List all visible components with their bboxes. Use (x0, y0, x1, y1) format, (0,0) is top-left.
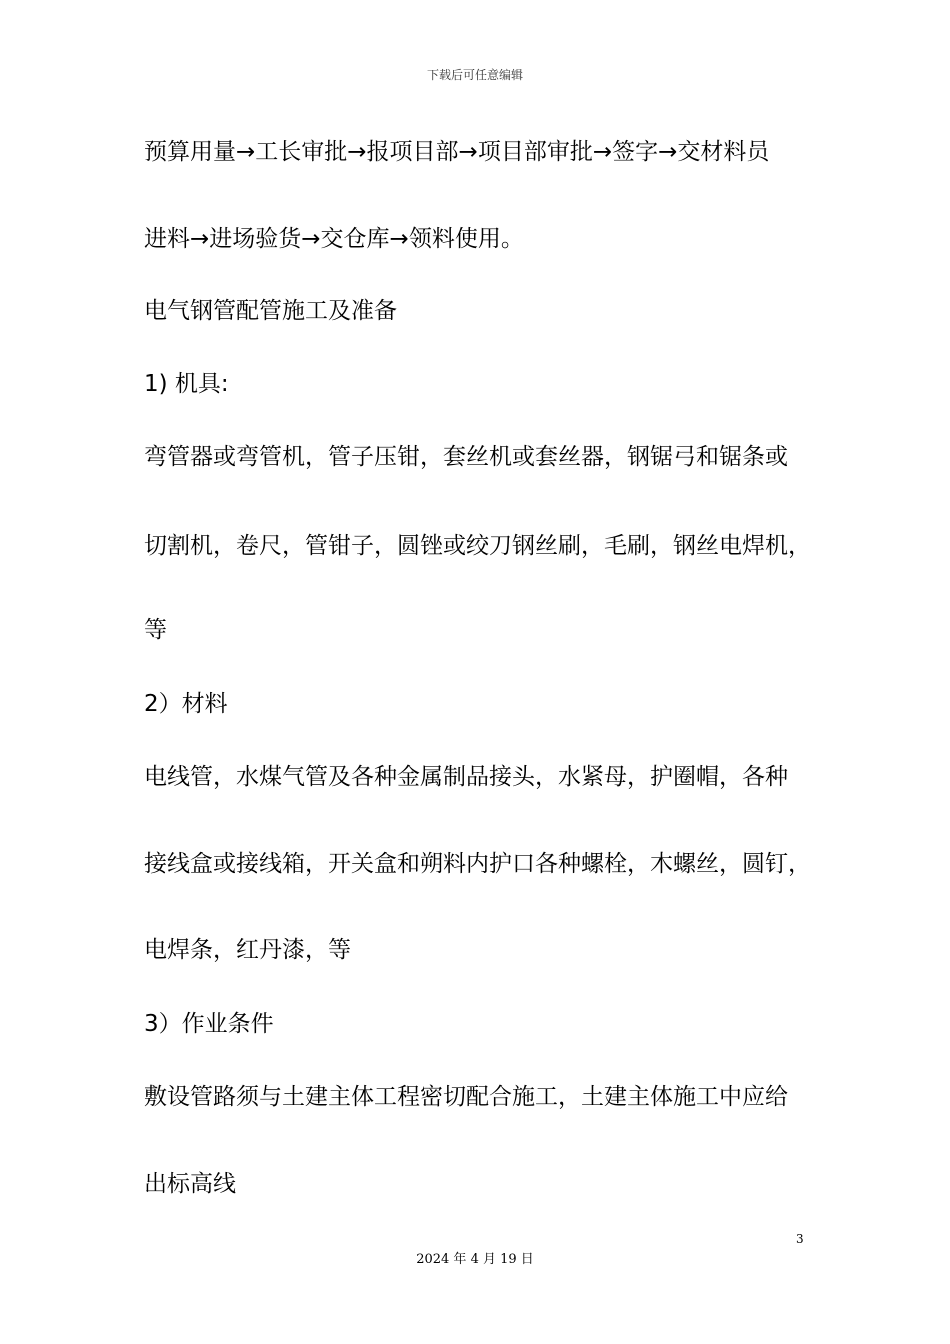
body-text-line: 切割机，卷尺，管钳子，圆锉或绞刀钢丝刷，毛刷，钢丝电焊机， (144, 533, 811, 559)
page-header-note: 下载后可任意编辑 (426, 68, 523, 82)
body-text-line: 电焊条，红丹漆，等 (144, 937, 351, 963)
body-text-line: 电线管，水煤气管及各种金属制品接头，水紧母，护圈帽，各种 (144, 764, 788, 790)
body-text-line: 接线盒或接线箱，开关盒和朔料内护口各种螺栓，木螺丝，圆钉， (144, 851, 811, 877)
subsection-heading: 3）作业条件 (144, 1011, 274, 1037)
body-text-line: 预算用量→工长审批→报项目部→项目部审批→签字→交材料员 (144, 139, 770, 165)
subsection-heading: 1) 机具: (144, 371, 229, 397)
subsection-heading: 2）材料 (144, 691, 228, 717)
body-text-line: 进料→进场验货→交仓库→领料使用。 (144, 226, 524, 252)
body-text-line: 等 (144, 617, 167, 643)
body-text-line: 敷设管路须与土建主体工程密切配合施工，土建主体施工中应给 (144, 1084, 788, 1110)
page-footer-date: 2024 年 4 月 19 日 (416, 1252, 534, 1267)
page-number: 3 (796, 1232, 804, 1246)
body-text-line: 出标高线 (144, 1171, 236, 1197)
body-text-line: 弯管器或弯管机，管子压钳，套丝机或套丝器，钢锯弓和锯条或 (144, 444, 788, 470)
section-heading: 电气钢管配管施工及准备 (144, 298, 397, 324)
